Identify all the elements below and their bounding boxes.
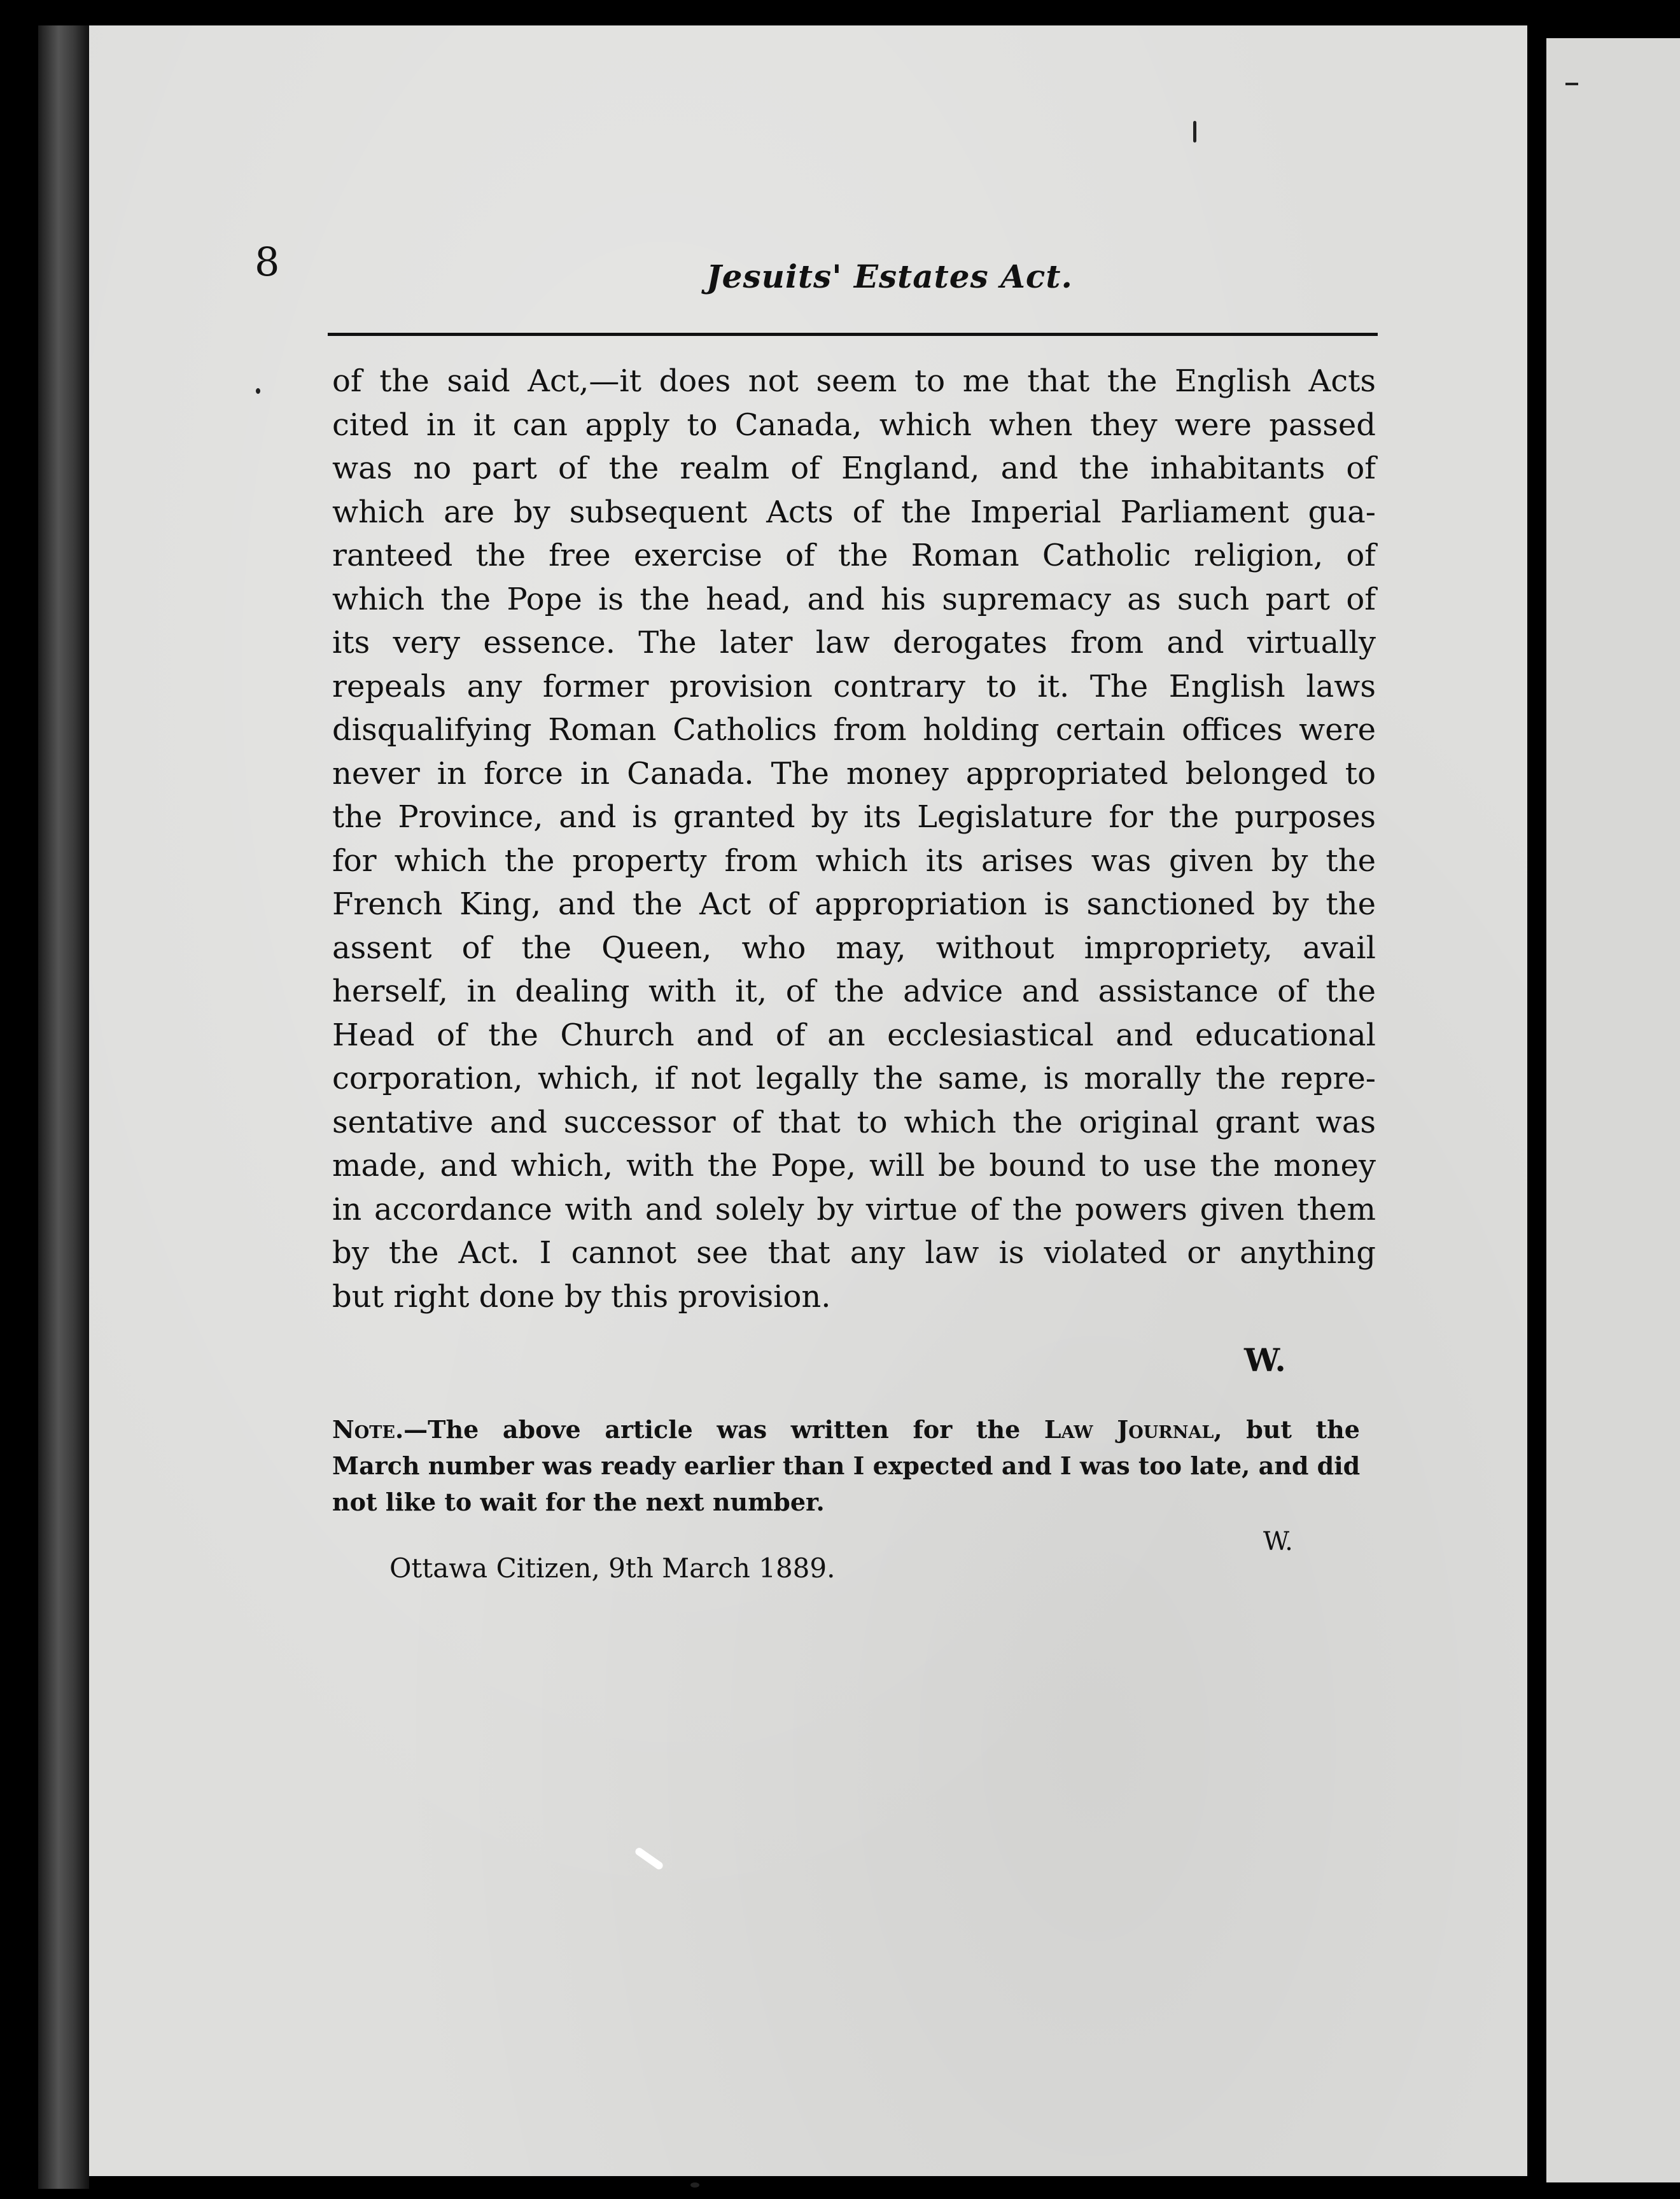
text-line: disqualifying Roman Catholics from holding certain offices were — [332, 712, 1376, 748]
author-signature: W. — [1244, 1341, 1286, 1379]
ink-speck — [690, 2182, 699, 2188]
text-line: Head of the Church and of an ecclesiastical and educational — [332, 1017, 1376, 1053]
note-line: not like to wait for the next number. — [332, 1488, 825, 1516]
scratch-mark — [634, 1846, 664, 1871]
text-line: its very essence. The later law derogates from and virtually — [332, 625, 1376, 660]
note-line — [332, 1411, 1360, 1448]
text-line: sentative and successor of that to which the original grant was — [332, 1104, 1376, 1140]
text-line: assent of the Queen, who may, without impropriety, avail — [332, 930, 1376, 966]
text-line: was no part of the realm of England, and the inhabitants of — [332, 450, 1376, 486]
text-line: but right done by this provision. — [332, 1278, 831, 1315]
note-label: Note — [332, 1415, 395, 1444]
text-line: by the Act. I cannot see that any law is violated or anything — [332, 1235, 1376, 1271]
editorial-note — [332, 1411, 1360, 1520]
text-line: French King, and the Act of appropriation is sanctioned by the — [332, 886, 1376, 922]
text-line: which the Pope is the head, and his supremacy as such part of — [332, 581, 1376, 617]
note-line: March number was ready earlier than I expected and I was too late, and did — [332, 1451, 1361, 1480]
journal-name: Law Journal — [1044, 1415, 1214, 1444]
ink-speck — [256, 388, 260, 394]
page-number: 8 — [255, 239, 280, 285]
text-line: repeals any former provision contrary to it. The English laws — [332, 668, 1376, 704]
text-line: never in force in Canada. The money appropriated belonged to — [332, 755, 1376, 792]
text-line: for which the property from which its arises was given by the — [332, 842, 1376, 879]
ink-speck — [1193, 121, 1196, 143]
text-line: the Province, and is granted by its Legislature for the purposes — [332, 799, 1376, 835]
note-text: , but the — [1214, 1415, 1360, 1444]
body-text — [332, 360, 1376, 1318]
text-line: of the said Act,—it does not seem to me that the English Acts — [332, 363, 1376, 399]
header-rule — [328, 333, 1378, 336]
facing-page-mark — [1565, 83, 1578, 85]
facing-page-edge — [1546, 38, 1680, 2182]
text-line: in accordance with and solely by virtue of the powers given them — [332, 1191, 1376, 1227]
text-line: cited in it can apply to Canada, which when they were passed — [332, 407, 1376, 443]
note-text: .—The above article was written for the — [395, 1415, 1044, 1444]
text-line: corporation, which, if not legally the same, is morally the repre- — [332, 1061, 1376, 1096]
text-line: made, and which, with the Pope, will be bound to use the money — [332, 1148, 1376, 1183]
source-citation: Ottawa Citizen, 9th March 1889. — [389, 1553, 836, 1584]
text-line: herself, in dealing with it, of the advice and assistance of the — [332, 974, 1376, 1009]
book-spine-edge — [38, 25, 89, 2189]
note-signature: W. — [1263, 1527, 1293, 1556]
text-line: which are by subsequent Acts of the Imperial Parliament gua- — [332, 494, 1376, 530]
running-title: Jesuits' Estates Act. — [706, 258, 1073, 295]
text-line: ranteed the free exercise of the Roman Catholic religion, of — [332, 538, 1376, 573]
